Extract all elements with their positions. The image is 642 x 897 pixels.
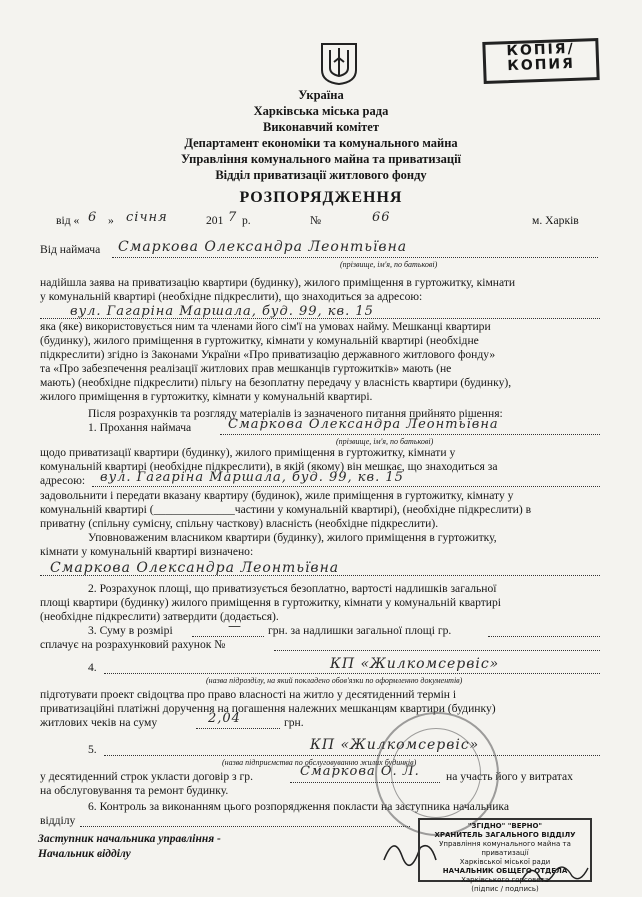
after-calc-line: Після розрахунків та розгляду матеріалів із зазначеного питання прийнято рішення:	[88, 407, 503, 420]
header-division: Відділ приватизації житлового фонду	[215, 168, 427, 182]
document-number: 66	[372, 210, 391, 225]
item1-body2	[40, 489, 606, 531]
item1-address: вул. Гагаріна Маршала, буд. 99, кв. 15	[100, 470, 404, 485]
item6-line2: відділу	[40, 814, 76, 827]
header-council: Харківська міська рада	[253, 104, 389, 118]
date-row	[56, 210, 586, 230]
item1-hint: (прізвище, ім'я, по батькові)	[336, 437, 434, 446]
owners-name: Смаркова Олександра Леонтьївна	[50, 560, 340, 576]
date-year-prefix: 201	[206, 214, 224, 227]
number-label: №	[310, 214, 322, 227]
item1-line2: задовольнити і передати вказану квартиру (будинок), жиле приміщення в гуртожитку, кімнату у	[40, 489, 514, 502]
intro-address: вул. Гагаріна Маршала, буд. 99, кв. 15	[70, 304, 374, 319]
item5-line1-suffix: на участь його у витратах	[446, 770, 573, 783]
date-mid: »	[108, 214, 114, 227]
signature-block	[38, 832, 221, 862]
item4-line: підготувати проект свідоцтва про право власності на житло у десятиденний термін і	[40, 688, 457, 701]
item5-line2: на обслуговування та ремонт будинку.	[40, 784, 229, 797]
body-line: (будинку), жилого приміщення в гуртожитку, кімнати у комунальній квартирі (необхідне	[40, 334, 479, 347]
date-prefix: від «	[56, 214, 80, 227]
stamp-line: (підпис / подпись)	[471, 885, 539, 893]
item3-part2: грн. за надлишки загальної площі гр.	[268, 624, 452, 637]
item2-line: (необхідне підкреслити) затвердити (додається).	[40, 610, 279, 623]
tenant-hint: (прізвище, ім'я, по батькові)	[340, 260, 438, 269]
item4-sum: 2,04	[208, 711, 241, 726]
item3-part1: 3. Суму в розмірі	[88, 624, 173, 637]
item4-sum-label: житлових чеків на суму	[40, 716, 158, 729]
header-department: Департамент економіки та комунального майна	[184, 136, 458, 150]
copy-stamp-line1: КОПІЯ/	[506, 40, 575, 60]
item1-line2: комунальній квартирі (______________частини у комунальній квартирі), (необхідне підкреслити) в	[40, 503, 532, 516]
item3-amount: —	[228, 619, 242, 634]
stamp-signature-icon	[520, 860, 590, 888]
intro-paragraph	[40, 276, 606, 304]
trident-emblem-icon	[318, 40, 360, 86]
document-title: РОЗПОРЯДЖЕННЯ	[239, 189, 403, 206]
intro-line: у комунальній квартирі (необхідне підкреслити), що знаходиться за адресою:	[40, 290, 423, 303]
header-block	[0, 88, 642, 182]
stamp-line: "ЗГІДНО" "ВЕРНО"	[467, 822, 543, 830]
item1-line: комунальній квартирі (необхідне підкреслити), в якій (якому) він мешкає, що знаходиться за	[40, 460, 498, 473]
item5-hint: (назва підприємства по обслуговуванню жилих будинків)	[222, 758, 417, 767]
owners-line2: кімнати у комунальній квартирі визначено:	[40, 545, 254, 558]
stamp-line: Харківського горсовета	[461, 876, 549, 884]
body-line: та «Про забезпечення реалізації житлових прав мешканців гуртожитків» мають (не	[40, 362, 452, 375]
item1-name: Смаркова Олександра Леонтьївна	[228, 417, 499, 432]
stamp-line: НАЧАЛЬНИК ОБЩЕГО ОТДЕЛА	[442, 867, 568, 875]
header-country: Україна	[298, 88, 344, 102]
item4-sum-unit: грн.	[284, 716, 304, 729]
item2-block	[40, 582, 606, 624]
item5-line1-prefix: у десятиденний строк укласти договір з гр.	[40, 770, 253, 783]
item5-org: КП «Жилкомсервіс»	[310, 737, 480, 753]
intro-line: надійшла заява на приватизацію квартири (будинку), жилого приміщення в гуртожитку, кімнати	[40, 276, 516, 289]
body-line: мають) (необхідне підкреслити) пільгу на безоплатну передачу у власність квартири (будинку),	[40, 376, 512, 389]
body-paragraph	[40, 320, 606, 404]
body-line: жилого приміщення в гуртожитку, кімнати у комунальній квартирі.	[40, 390, 373, 403]
item3-line2: сплачує на розрахунковий рахунок №	[40, 638, 226, 651]
item4-hint: (назва підрозділу, на який покладено обов'язки по оформленню документів)	[206, 676, 463, 685]
item4-label: 4.	[88, 661, 97, 674]
item1-line2: приватну (спільну сумісну, спільну часткову) власність (необхідне підкреслити).	[40, 517, 439, 530]
body-line: яка (яке) використовується ним та членами його сім'ї на умовах найму. Мешканці квартири	[40, 320, 491, 333]
item6-line1: 6. Контроль за виконанням цього розпорядження покласти на заступника начальника	[88, 800, 510, 813]
signature-title-line2: Начальник відділу	[38, 848, 131, 860]
item2-line: 2. Розрахунок площі, що приватизується безоплатно, вартості надлишків загальної	[88, 582, 497, 595]
date-year-suffix: р.	[242, 214, 251, 227]
owners-line: Уповноваженим власником квартири (будинку), жилого приміщення в гуртожитку,	[88, 531, 497, 544]
item5-label: 5.	[88, 743, 97, 756]
item5-name: Смаркова О. Л.	[300, 764, 420, 779]
header-administration: Управління комунального майна та приватизації	[180, 152, 462, 166]
signature-title-line1: Заступник начальника управління -	[38, 833, 221, 845]
stamp-line: Харківської міської ради	[459, 858, 551, 866]
tenant-label: Від наймача	[40, 243, 101, 256]
copy-stamp	[482, 38, 599, 84]
tenant-name: Смаркова Олександра Леонтьївна	[118, 239, 408, 255]
copy-stamp-line2: КОПИЯ	[507, 55, 576, 75]
item4-org: КП «Жилкомсервіс»	[330, 656, 500, 672]
item1-address-label: адресою:	[40, 474, 86, 487]
body-line: підкреслити) згідно із Законами України «Про приватизацію державного житлового фонду»	[40, 348, 496, 361]
header-committee: Виконавчий комітет	[263, 120, 379, 134]
item4-line: приватизаційні платіжні доручення на погашення належних мешканцям квартири (будинку)	[40, 702, 496, 715]
stamp-line: Управління комунального майна та приватизації	[439, 840, 571, 857]
item1-label: 1. Прохання наймача	[88, 421, 192, 434]
date-month: січня	[126, 210, 168, 225]
date-day: 6	[88, 210, 98, 225]
date-year-digit: 7	[228, 210, 238, 225]
item2-line: площі квартири (будинку) жилого приміщення в гуртожитку, кімнати у комунальній квартирі	[40, 596, 502, 609]
item1-line: щодо приватизації квартири (будинку), жилого приміщення в гуртожитку, кімнати у	[40, 446, 456, 459]
stamp-line: ХРАНИТЕЛЬ ЗАГАЛЬНОГО ВІДДІЛУ	[434, 831, 576, 839]
item4-body	[40, 688, 606, 716]
city-label: м. Харків	[532, 214, 579, 227]
